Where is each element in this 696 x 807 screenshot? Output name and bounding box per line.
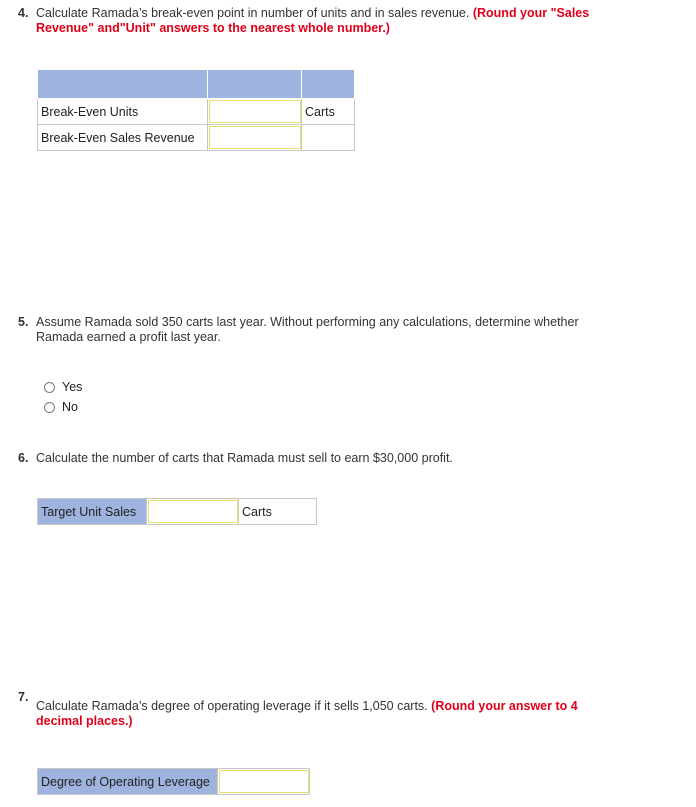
- question-number: 6.: [18, 451, 29, 465]
- input-cell: [218, 769, 310, 795]
- table-row: [38, 499, 317, 525]
- table-row: [38, 125, 355, 151]
- radio-label: No: [62, 400, 78, 414]
- table-row: [38, 99, 355, 125]
- question-prompt: Calculate Ramada’s break-even point in number of units and in sales revenue.: [36, 6, 470, 20]
- radio-option-yes[interactable]: [44, 380, 82, 394]
- table-row: [38, 769, 310, 795]
- question-number: 4.: [18, 6, 29, 20]
- input-cell: [147, 499, 239, 525]
- question-prompt: Calculate Ramada’s degree of operating leverage if it sells 1,050 carts.: [36, 699, 428, 713]
- header-cell: [302, 70, 355, 99]
- unit-label: Carts: [239, 499, 317, 525]
- radio-option-no[interactable]: [44, 400, 78, 414]
- radio-label: Yes: [62, 380, 83, 394]
- question-prompt-continued: Ramada earned a profit last year.: [36, 330, 221, 344]
- rounding-note-continued: Revenue" and"Unit" answers to the nearest whole number.): [36, 21, 390, 35]
- row-label: Break-Even Sales Revenue: [38, 125, 208, 151]
- question-text: [36, 699, 636, 729]
- question-number: 5.: [18, 315, 29, 329]
- rounding-note-continued: decimal places.): [36, 714, 133, 728]
- input-cell: [208, 125, 302, 151]
- radio-button[interactable]: [44, 402, 55, 413]
- target-unit-sales-input[interactable]: [148, 500, 238, 523]
- question-prompt: Assume Ramada sold 350 carts last year. Without performing any calculations, determine whether: [36, 315, 579, 329]
- table-header-row: [38, 70, 355, 99]
- question-text: [36, 315, 636, 345]
- operating-leverage-table: [37, 768, 310, 795]
- break-even-units-input[interactable]: [209, 100, 301, 123]
- question-prompt: Calculate the number of carts that Ramada must sell to earn $30,000 profit.: [36, 451, 453, 465]
- question-text: [36, 6, 636, 36]
- rounding-note: (Round your answer to 4: [431, 699, 578, 713]
- break-even-table: [37, 69, 355, 151]
- row-label: Degree of Operating Leverage: [38, 769, 218, 795]
- unit-label: Carts: [302, 99, 355, 125]
- unit-label: [302, 125, 355, 151]
- header-cell: [208, 70, 302, 99]
- row-label: Target Unit Sales: [38, 499, 147, 525]
- question-number: 7.: [18, 690, 29, 704]
- row-label: Break-Even Units: [38, 99, 208, 125]
- rounding-note: (Round your "Sales: [472, 6, 590, 20]
- break-even-revenue-input[interactable]: [209, 126, 301, 149]
- input-cell: [208, 99, 302, 125]
- radio-button[interactable]: [44, 382, 55, 393]
- question-text: [36, 451, 636, 466]
- header-cell: [38, 70, 208, 99]
- target-sales-table: [37, 498, 317, 525]
- operating-leverage-input[interactable]: [219, 770, 309, 793]
